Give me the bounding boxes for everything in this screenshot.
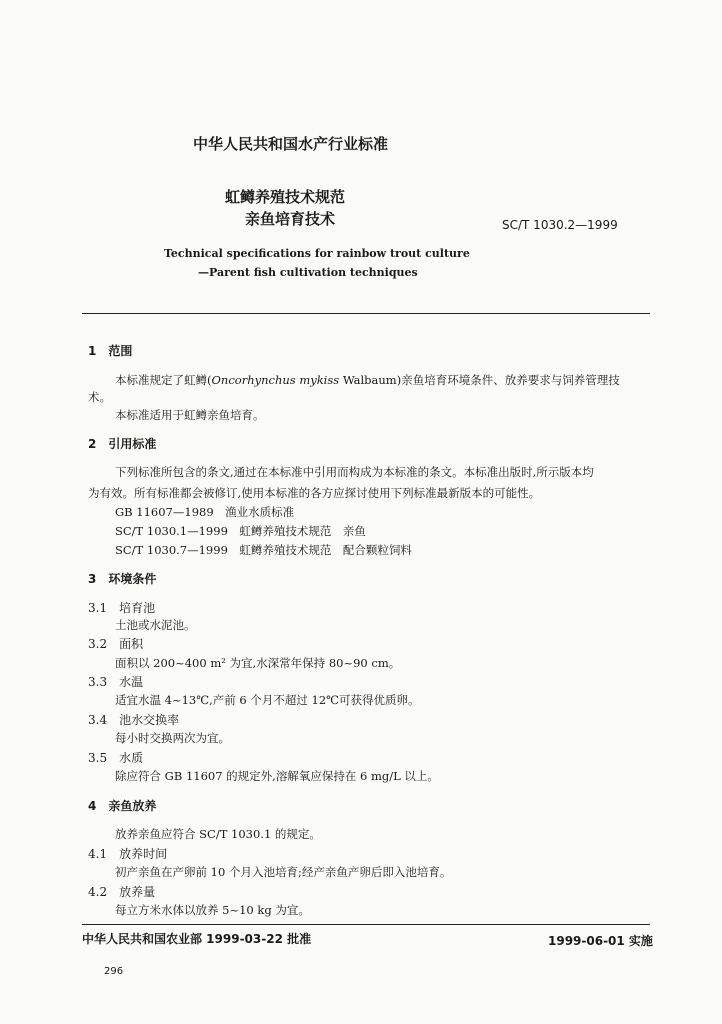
- subsection-text: 土池或水泥池。: [115, 618, 196, 632]
- section-3-heading: 3 环境条件: [88, 572, 157, 586]
- subsection-text: 每小时交换两次为宜。: [115, 731, 230, 745]
- section-1-paragraph-2: 本标准适用于虹鳟亲鱼培育。: [115, 408, 265, 422]
- footer-divider: [82, 924, 650, 925]
- section-2-paragraph-cont: 为有效。所有标准都会被修订,使用本标准的各方应探讨使用下列标准最新版本的可能性。: [88, 486, 541, 500]
- reference-item: SC/T 1030.1—1999 虹鳟养殖技术规范 亲鱼: [115, 524, 366, 538]
- title-line-2: 亲鱼培育技术: [245, 210, 336, 228]
- subsection-heading: 4.2 放养量: [88, 885, 156, 899]
- org-title: 中华人民共和国水产行业标准: [193, 135, 389, 153]
- subsection-heading: 4.1 放养时间: [88, 847, 168, 861]
- subsection-text: 每立方米水体以放养 5~10 kg 为宜。: [115, 903, 310, 917]
- subsection-text: 初产亲鱼在产卵前 10 个月入池培育;经产亲鱼产卵后即入池培育。: [115, 865, 452, 879]
- section-4-intro: 放养亲鱼应符合 SC/T 1030.1 的规定。: [115, 827, 321, 841]
- section-2-heading: 2 引用标准: [88, 437, 157, 451]
- reference-item: GB 11607—1989 渔业水质标准: [115, 505, 295, 519]
- section-1-heading: 1 范围: [88, 344, 133, 358]
- page-number: 296: [104, 966, 124, 977]
- implementation-date: 1999-06-01 实施: [548, 934, 653, 948]
- subsection-heading: 3.3 水温: [88, 675, 144, 689]
- section-1-paragraph-1: 本标准规定了虹鳟(Oncorhynchus mykiss Walbaum)亲鱼培育环境条件、放养要求与饲养管理技: [115, 373, 620, 387]
- reference-item: SC/T 1030.7—1999 虹鳟养殖技术规范 配合颗粒饲料: [115, 543, 412, 557]
- standard-number: SC/T 1030.2—1999: [502, 218, 618, 232]
- subsection-heading: 3.1 培育池: [88, 601, 156, 615]
- title-line-1: 虹鳟养殖技术规范: [225, 188, 346, 206]
- english-title-line-2: —Parent fish cultivation techniques: [198, 266, 418, 279]
- subsection-heading: 3.5 水质: [88, 751, 144, 765]
- section-1-paragraph-1-cont: 术。: [88, 390, 111, 404]
- subsection-text: 适宜水温 4~13℃,产前 6 个月不超过 12℃可获得优质卵。: [115, 693, 420, 707]
- approval-line: 中华人民共和国农业部 1999-03-22 批准: [82, 932, 312, 946]
- subsection-heading: 3.4 池水交换率: [88, 713, 180, 727]
- subsection-heading: 3.2 面积: [88, 637, 144, 651]
- section-2-paragraph: 下列标准所包含的条文,通过在本标准中引用而构成为本标准的条文。本标准出版时,所示版本均: [115, 465, 594, 479]
- header-divider: [82, 313, 650, 314]
- section-4-heading: 4 亲鱼放养: [88, 799, 157, 813]
- subsection-text: 面积以 200~400 m² 为宜,水深常年保持 80~90 cm。: [115, 656, 401, 670]
- subsection-text: 除应符合 GB 11607 的规定外,溶解氧应保持在 6 mg/L 以上。: [115, 769, 439, 783]
- english-title-line-1: Technical specifications for rainbow trout culture: [164, 247, 470, 260]
